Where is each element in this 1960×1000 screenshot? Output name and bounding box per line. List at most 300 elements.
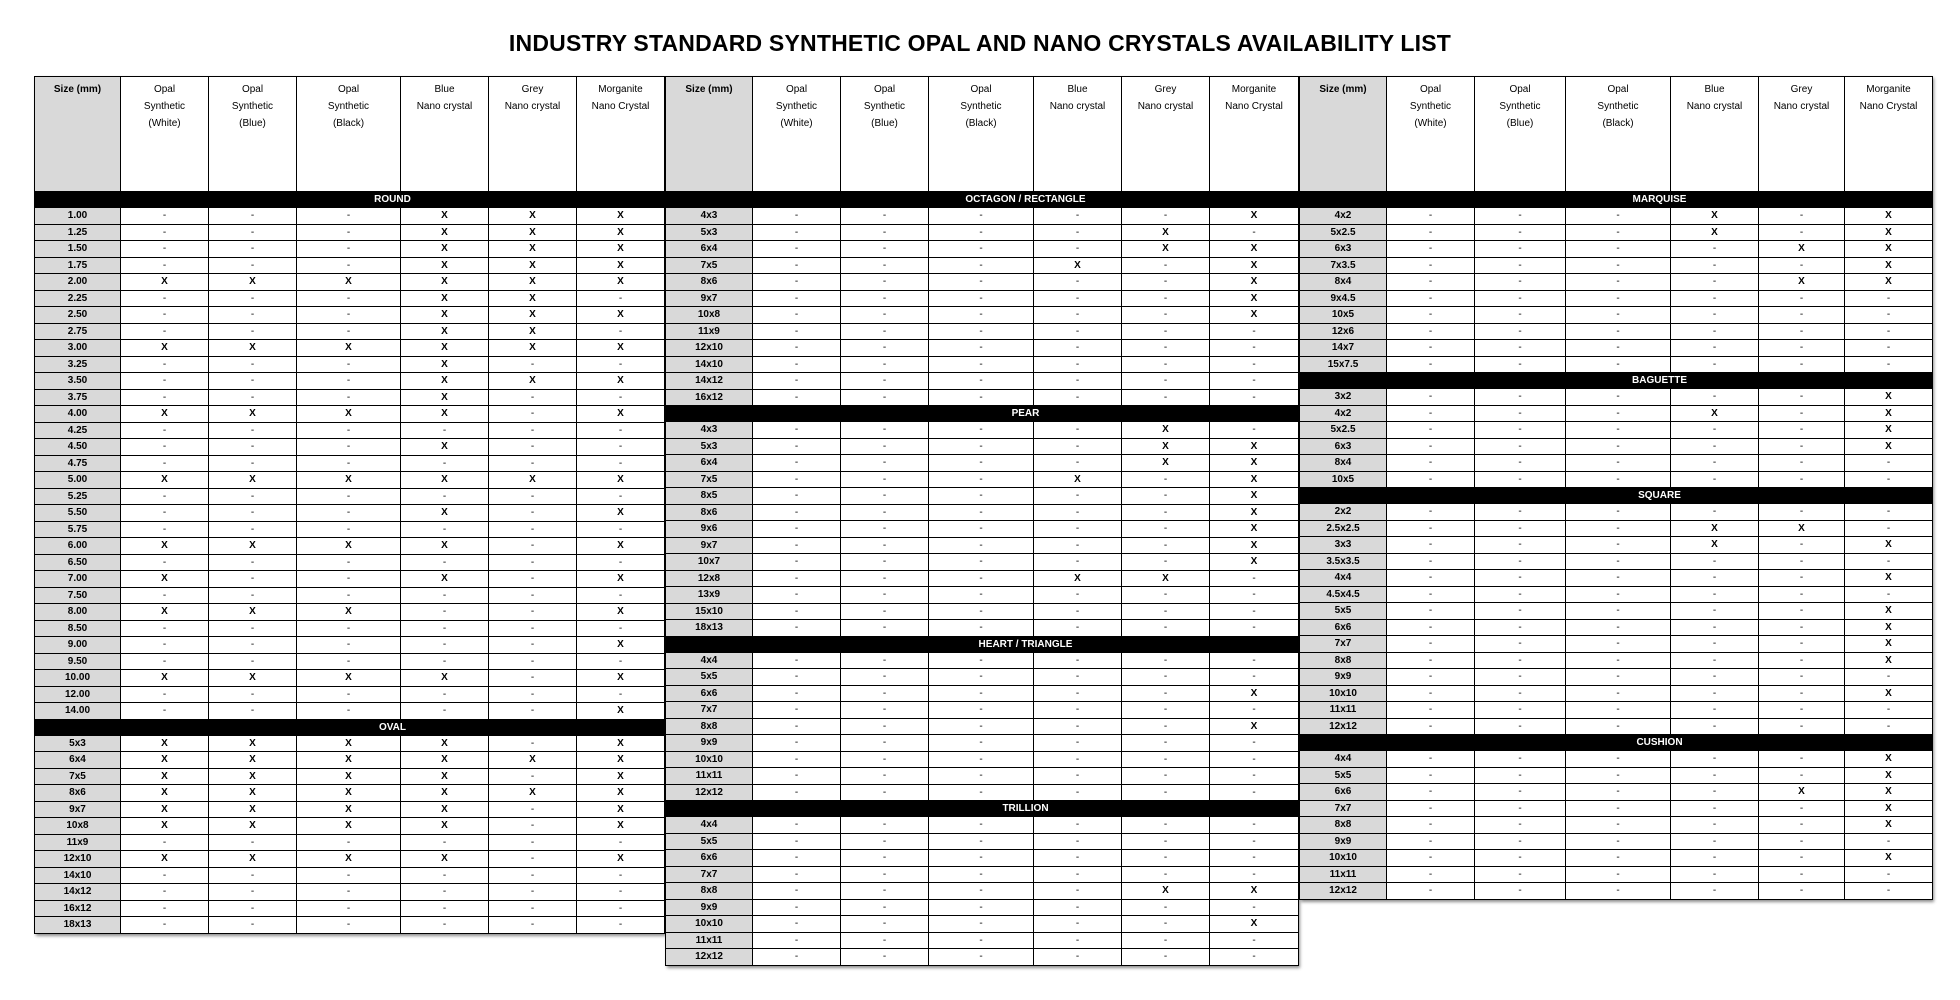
morganite-nano-cell: X	[577, 735, 665, 752]
opal-blue-cell: -	[841, 570, 929, 587]
blue-nano-cell: -	[401, 884, 489, 901]
opal-blue-cell: -	[209, 554, 297, 571]
grey-nano-cell: -	[1122, 685, 1210, 702]
grey-nano-cell: -	[489, 587, 577, 604]
opal-black-cell: -	[1566, 669, 1671, 686]
opal-white-cell: -	[1387, 208, 1475, 225]
grey-nano-cell: -	[1122, 290, 1210, 307]
opal-black-cell: -	[929, 257, 1034, 274]
header-row	[35, 77, 665, 192]
opal-blue-cell: -	[209, 867, 297, 884]
opal-black-cell: X	[297, 785, 401, 802]
blue-nano-cell: -	[1671, 603, 1759, 620]
table-row	[35, 604, 665, 621]
morganite-nano-cell: X	[1845, 405, 1933, 422]
opal-blue-cell: -	[841, 685, 929, 702]
size-cell: 5x2.5	[1300, 422, 1387, 439]
opal-black-cell: -	[1566, 767, 1671, 784]
blue-nano-cell: -	[1034, 521, 1122, 538]
morganite-nano-cell: X	[577, 752, 665, 769]
blue-nano-cell: -	[401, 867, 489, 884]
table-row	[1300, 718, 1933, 735]
opal-black-cell: -	[929, 833, 1034, 850]
section-spacer	[666, 406, 753, 422]
opal-black-cell: -	[1566, 833, 1671, 850]
opal-white-cell: -	[1387, 603, 1475, 620]
section-title: TRILLION	[753, 801, 1299, 817]
morganite-nano-cell: X	[577, 604, 665, 621]
opal-white-cell: X	[121, 571, 209, 588]
opal-white-cell: -	[121, 686, 209, 703]
morganite-nano-cell: X	[577, 637, 665, 654]
opal-blue-cell: -	[841, 735, 929, 752]
blue-nano-cell: X	[401, 208, 489, 225]
morganite-nano-cell: -	[1210, 702, 1299, 719]
blue-nano-cell: -	[1034, 669, 1122, 686]
table-row	[666, 702, 1299, 719]
blue-nano-cell: -	[401, 587, 489, 604]
availability-table-left	[34, 76, 664, 934]
opal-white-cell: -	[753, 899, 841, 916]
morganite-nano-cell: X	[1210, 438, 1299, 455]
size-cell: 6x3	[1300, 241, 1387, 258]
blue-nano-cell: X	[401, 571, 489, 588]
opal-blue-cell: -	[1475, 323, 1566, 340]
table-row	[1300, 702, 1933, 719]
opal-black-cell: -	[297, 422, 401, 439]
morganite-nano-cell: -	[577, 356, 665, 373]
morganite-nano-cell: X	[1845, 537, 1933, 554]
opal-black-cell: -	[297, 834, 401, 851]
morganite-nano-cell: X	[1210, 685, 1299, 702]
opal-blue-cell: -	[841, 471, 929, 488]
grey-nano-cell: -	[1759, 652, 1845, 669]
opal-black-cell: -	[929, 652, 1034, 669]
table-row	[1300, 636, 1933, 653]
opal-white-cell: -	[121, 917, 209, 934]
size-cell: 1.50	[35, 241, 121, 258]
grey-nano-cell: -	[489, 455, 577, 472]
morganite-nano-cell: X	[1845, 751, 1933, 768]
table-row	[666, 570, 1299, 587]
size-cell: 4x4	[1300, 570, 1387, 587]
table-row	[1300, 652, 1933, 669]
blue-nano-cell: -	[1034, 866, 1122, 883]
opal-black-cell: -	[929, 504, 1034, 521]
size-cell: 11x9	[666, 323, 753, 340]
blue-nano-cell: -	[1034, 323, 1122, 340]
morganite-nano-cell: -	[1845, 504, 1933, 521]
size-cell: 5x3	[666, 438, 753, 455]
size-cell: 9x9	[1300, 669, 1387, 686]
size-cell: 14.00	[35, 703, 121, 720]
blue-nano-cell: -	[1671, 817, 1759, 834]
grey-nano-cell: -	[1759, 817, 1845, 834]
opal-blue-cell: -	[1475, 767, 1566, 784]
opal-black-cell: -	[1566, 504, 1671, 521]
table-row	[666, 883, 1299, 900]
opal-blue-cell: -	[841, 784, 929, 801]
size-cell: 8x6	[666, 274, 753, 291]
opal-blue-cell: -	[209, 505, 297, 522]
opal-white-cell: -	[121, 900, 209, 917]
grey-nano-cell: -	[1759, 224, 1845, 241]
table-row	[1300, 619, 1933, 636]
opal-white-cell: -	[121, 241, 209, 258]
grey-nano-cell: X	[1759, 520, 1845, 537]
opal-black-cell: -	[297, 455, 401, 472]
size-cell: 8x6	[35, 785, 121, 802]
opal-black-cell: X	[297, 670, 401, 687]
table-row	[1300, 883, 1933, 900]
opal-black-cell: -	[929, 455, 1034, 472]
blue-nano-cell: X	[401, 801, 489, 818]
grey-nano-cell: X	[1122, 241, 1210, 258]
opal-black-cell: -	[929, 949, 1034, 966]
morganite-nano-cell: X	[1210, 241, 1299, 258]
morganite-nano-cell: X	[1210, 504, 1299, 521]
table-row	[666, 290, 1299, 307]
morganite-nano-cell: X	[1845, 389, 1933, 406]
blue-nano-cell: -	[401, 604, 489, 621]
size-cell: 7.50	[35, 587, 121, 604]
table-row	[35, 917, 665, 934]
opal-white-cell: -	[1387, 290, 1475, 307]
blue-nano-header: Blue Nano crystal	[401, 77, 489, 192]
opal-white-cell: -	[121, 488, 209, 505]
opal-white-cell: -	[1387, 784, 1475, 801]
size-cell: 5x5	[1300, 603, 1387, 620]
size-cell: 7x7	[1300, 800, 1387, 817]
opal-blue-cell: -	[1475, 669, 1566, 686]
opal-white-cell: -	[1387, 504, 1475, 521]
table-row	[35, 554, 665, 571]
opal-black-cell: -	[929, 932, 1034, 949]
morganite-nano-cell: -	[1210, 817, 1299, 834]
morganite-nano-cell: -	[577, 488, 665, 505]
section-header-row	[666, 406, 1299, 422]
opal-black-cell: X	[297, 604, 401, 621]
blue-nano-cell: -	[1671, 241, 1759, 258]
opal-black-cell: -	[1566, 619, 1671, 636]
grey-nano-cell: -	[1122, 340, 1210, 357]
grey-nano-cell: -	[1759, 866, 1845, 883]
size-cell: 8x6	[666, 504, 753, 521]
opal-blue-cell: -	[841, 718, 929, 735]
morganite-nano-cell: -	[1845, 586, 1933, 603]
morganite-nano-cell: X	[577, 785, 665, 802]
size-cell: 12x10	[35, 851, 121, 868]
opal-black-cell: -	[1566, 241, 1671, 258]
blue-nano-cell: X	[401, 373, 489, 390]
opal-blue-cell: -	[209, 834, 297, 851]
section-title: OVAL	[121, 719, 665, 735]
morganite-nano-cell: -	[577, 290, 665, 307]
size-cell: 12x8	[666, 570, 753, 587]
grey-nano-cell: -	[1759, 619, 1845, 636]
opal-white-cell: -	[1387, 471, 1475, 488]
opal-black-cell: -	[297, 554, 401, 571]
morganite-nano-cell: X	[577, 670, 665, 687]
morganite-nano-cell: X	[577, 241, 665, 258]
opal-white-cell: -	[753, 751, 841, 768]
size-cell: 10x10	[666, 751, 753, 768]
size-cell: 9x7	[666, 537, 753, 554]
size-cell: 15x7.5	[1300, 356, 1387, 373]
section-header-row	[666, 192, 1299, 208]
opal-black-cell: -	[297, 703, 401, 720]
opal-white-cell: -	[753, 603, 841, 620]
size-cell: 1.00	[35, 208, 121, 225]
opal-blue-cell: -	[1475, 307, 1566, 324]
opal-white-cell: -	[121, 290, 209, 307]
blue-nano-cell: X	[401, 768, 489, 785]
morganite-nano-cell: -	[577, 867, 665, 884]
opal-blue-cell: -	[841, 916, 929, 933]
blue-nano-cell: -	[1671, 800, 1759, 817]
blue-nano-cell: -	[1671, 702, 1759, 719]
table-row	[35, 439, 665, 456]
section-header-row	[666, 636, 1299, 652]
opal-black-cell: -	[929, 488, 1034, 505]
opal-black-header: Opal Synthetic (Black)	[1566, 77, 1671, 192]
opal-blue-cell: -	[841, 620, 929, 637]
opal-white-cell: X	[121, 768, 209, 785]
grey-nano-cell: -	[489, 505, 577, 522]
size-cell: 4.50	[35, 439, 121, 456]
grey-nano-cell: -	[1122, 702, 1210, 719]
grey-nano-cell: -	[489, 637, 577, 654]
blue-nano-cell: -	[401, 422, 489, 439]
table-row	[666, 257, 1299, 274]
opal-white-cell: -	[1387, 553, 1475, 570]
morganite-nano-cell: -	[1845, 833, 1933, 850]
morganite-nano-cell: X	[1845, 208, 1933, 225]
size-cell: 7x5	[35, 768, 121, 785]
opal-black-cell: -	[297, 686, 401, 703]
grey-nano-cell: -	[489, 900, 577, 917]
opal-black-cell: -	[297, 637, 401, 654]
size-cell: 2.75	[35, 323, 121, 340]
size-cell: 9x6	[666, 521, 753, 538]
opal-black-cell: -	[1566, 455, 1671, 472]
morganite-nano-cell: -	[577, 323, 665, 340]
morganite-nano-cell: -	[577, 554, 665, 571]
table-row	[35, 900, 665, 917]
size-cell: 11x9	[35, 834, 121, 851]
table-row	[666, 669, 1299, 686]
opal-black-cell: -	[1566, 866, 1671, 883]
section-spacer	[35, 192, 121, 208]
blue-nano-cell: -	[1671, 751, 1759, 768]
blue-nano-cell: -	[1034, 554, 1122, 571]
size-cell: 4x3	[666, 208, 753, 225]
opal-white-cell: -	[753, 883, 841, 900]
opal-blue-cell: -	[1475, 636, 1566, 653]
opal-black-cell: -	[929, 669, 1034, 686]
opal-black-cell: -	[1566, 636, 1671, 653]
morganite-nano-cell: X	[1210, 274, 1299, 291]
opal-blue-cell: X	[209, 801, 297, 818]
opal-blue-cell: -	[841, 521, 929, 538]
morganite-nano-cell: X	[1210, 537, 1299, 554]
opal-black-cell: -	[1566, 883, 1671, 900]
size-cell: 14x12	[35, 884, 121, 901]
opal-black-cell: -	[929, 356, 1034, 373]
opal-blue-cell: -	[1475, 224, 1566, 241]
opal-blue-cell: -	[841, 290, 929, 307]
blue-nano-cell: -	[401, 455, 489, 472]
size-cell: 5.00	[35, 472, 121, 489]
table-row	[666, 603, 1299, 620]
grey-nano-cell: -	[1759, 356, 1845, 373]
morganite-nano-cell: -	[577, 521, 665, 538]
table-row	[666, 504, 1299, 521]
opal-black-cell: -	[297, 620, 401, 637]
opal-black-cell: -	[929, 422, 1034, 439]
section-spacer	[35, 719, 121, 735]
grey-nano-cell: -	[1759, 833, 1845, 850]
blue-nano-cell: -	[1034, 735, 1122, 752]
section-spacer	[666, 801, 753, 817]
size-cell: 10x5	[1300, 471, 1387, 488]
opal-blue-cell: -	[1475, 537, 1566, 554]
morganite-nano-cell: X	[577, 801, 665, 818]
opal-white-cell: -	[753, 784, 841, 801]
section-header-row	[1300, 373, 1933, 389]
grey-nano-cell: -	[489, 670, 577, 687]
grey-nano-cell: X	[489, 323, 577, 340]
opal-blue-cell: -	[841, 949, 929, 966]
grey-nano-cell: -	[1122, 850, 1210, 867]
opal-blue-cell: X	[209, 406, 297, 423]
opal-blue-cell: -	[209, 917, 297, 934]
table-row	[1300, 274, 1933, 291]
opal-black-cell: -	[929, 916, 1034, 933]
opal-white-cell: -	[1387, 405, 1475, 422]
opal-black-cell: -	[1566, 784, 1671, 801]
opal-white-cell: -	[121, 637, 209, 654]
blue-nano-cell: -	[1034, 340, 1122, 357]
grey-nano-cell: -	[1122, 257, 1210, 274]
opal-black-cell: -	[1566, 224, 1671, 241]
size-cell: 10x8	[35, 818, 121, 835]
table-row	[1300, 455, 1933, 472]
morganite-nano-cell: X	[577, 818, 665, 835]
size-cell: 4.25	[35, 422, 121, 439]
table-row	[1300, 784, 1933, 801]
size-cell: 6x6	[666, 685, 753, 702]
size-cell: 1.75	[35, 257, 121, 274]
opal-black-cell: -	[929, 521, 1034, 538]
opal-white-cell: -	[753, 422, 841, 439]
opal-white-cell: -	[753, 323, 841, 340]
morganite-nano-cell: X	[1210, 257, 1299, 274]
blue-nano-cell: -	[1671, 883, 1759, 900]
opal-white-cell: -	[1387, 323, 1475, 340]
opal-white-cell: -	[753, 702, 841, 719]
table-row	[35, 571, 665, 588]
morganite-nano-cell: -	[1210, 669, 1299, 686]
table-row	[1300, 241, 1933, 258]
size-cell: 8x8	[666, 883, 753, 900]
section-header-row	[1300, 488, 1933, 504]
opal-black-cell: -	[297, 257, 401, 274]
opal-blue-cell: -	[209, 257, 297, 274]
table-row	[666, 833, 1299, 850]
opal-blue-cell: -	[841, 768, 929, 785]
size-cell: 12x6	[1300, 323, 1387, 340]
blue-nano-cell: X	[401, 752, 489, 769]
blue-nano-cell: -	[1034, 817, 1122, 834]
opal-white-cell: -	[1387, 636, 1475, 653]
table-row	[666, 652, 1299, 669]
blue-nano-cell: -	[401, 900, 489, 917]
opal-blue-cell: X	[209, 274, 297, 291]
opal-white-cell: -	[1387, 751, 1475, 768]
grey-nano-cell: -	[489, 604, 577, 621]
opal-black-cell: X	[297, 818, 401, 835]
table-row	[1300, 685, 1933, 702]
section-header-row	[666, 801, 1299, 817]
morganite-nano-cell: -	[1845, 866, 1933, 883]
table-row	[666, 620, 1299, 637]
section-title: ROUND	[121, 192, 665, 208]
opal-black-cell: -	[297, 521, 401, 538]
opal-black-cell: -	[929, 224, 1034, 241]
morganite-nano-cell: -	[1210, 373, 1299, 390]
opal-blue-cell: -	[1475, 850, 1566, 867]
blue-nano-cell: -	[1671, 586, 1759, 603]
blue-nano-cell: X	[401, 406, 489, 423]
opal-blue-cell: -	[841, 422, 929, 439]
table-row	[666, 751, 1299, 768]
blue-nano-cell: -	[1671, 652, 1759, 669]
opal-blue-cell: X	[209, 604, 297, 621]
opal-white-cell: -	[121, 323, 209, 340]
grey-nano-cell: X	[1122, 883, 1210, 900]
morganite-nano-cell: -	[1210, 932, 1299, 949]
table-row	[1300, 307, 1933, 324]
table-row	[35, 752, 665, 769]
opal-black-cell: -	[1566, 817, 1671, 834]
table-row	[1300, 603, 1933, 620]
table-row	[35, 620, 665, 637]
section-title: SQUARE	[1387, 488, 1933, 504]
grey-nano-cell: -	[1759, 553, 1845, 570]
size-cell: 8x8	[1300, 652, 1387, 669]
opal-blue-cell: -	[209, 637, 297, 654]
grey-nano-cell: -	[1759, 718, 1845, 735]
opal-white-cell: -	[753, 587, 841, 604]
opal-blue-cell: -	[209, 884, 297, 901]
table-row	[35, 587, 665, 604]
blue-nano-cell: -	[1034, 290, 1122, 307]
opal-black-cell: X	[297, 752, 401, 769]
section-title: MARQUISE	[1387, 192, 1933, 208]
table-row	[666, 224, 1299, 241]
blue-nano-cell: X	[401, 735, 489, 752]
opal-blue-cell: -	[841, 883, 929, 900]
opal-white-cell: -	[121, 554, 209, 571]
opal-black-cell: -	[297, 488, 401, 505]
opal-black-cell: -	[929, 438, 1034, 455]
opal-black-cell: -	[929, 587, 1034, 604]
morganite-nano-cell: X	[577, 340, 665, 357]
grey-nano-cell: -	[1759, 307, 1845, 324]
morganite-nano-cell: -	[1210, 389, 1299, 406]
table-row	[1300, 471, 1933, 488]
